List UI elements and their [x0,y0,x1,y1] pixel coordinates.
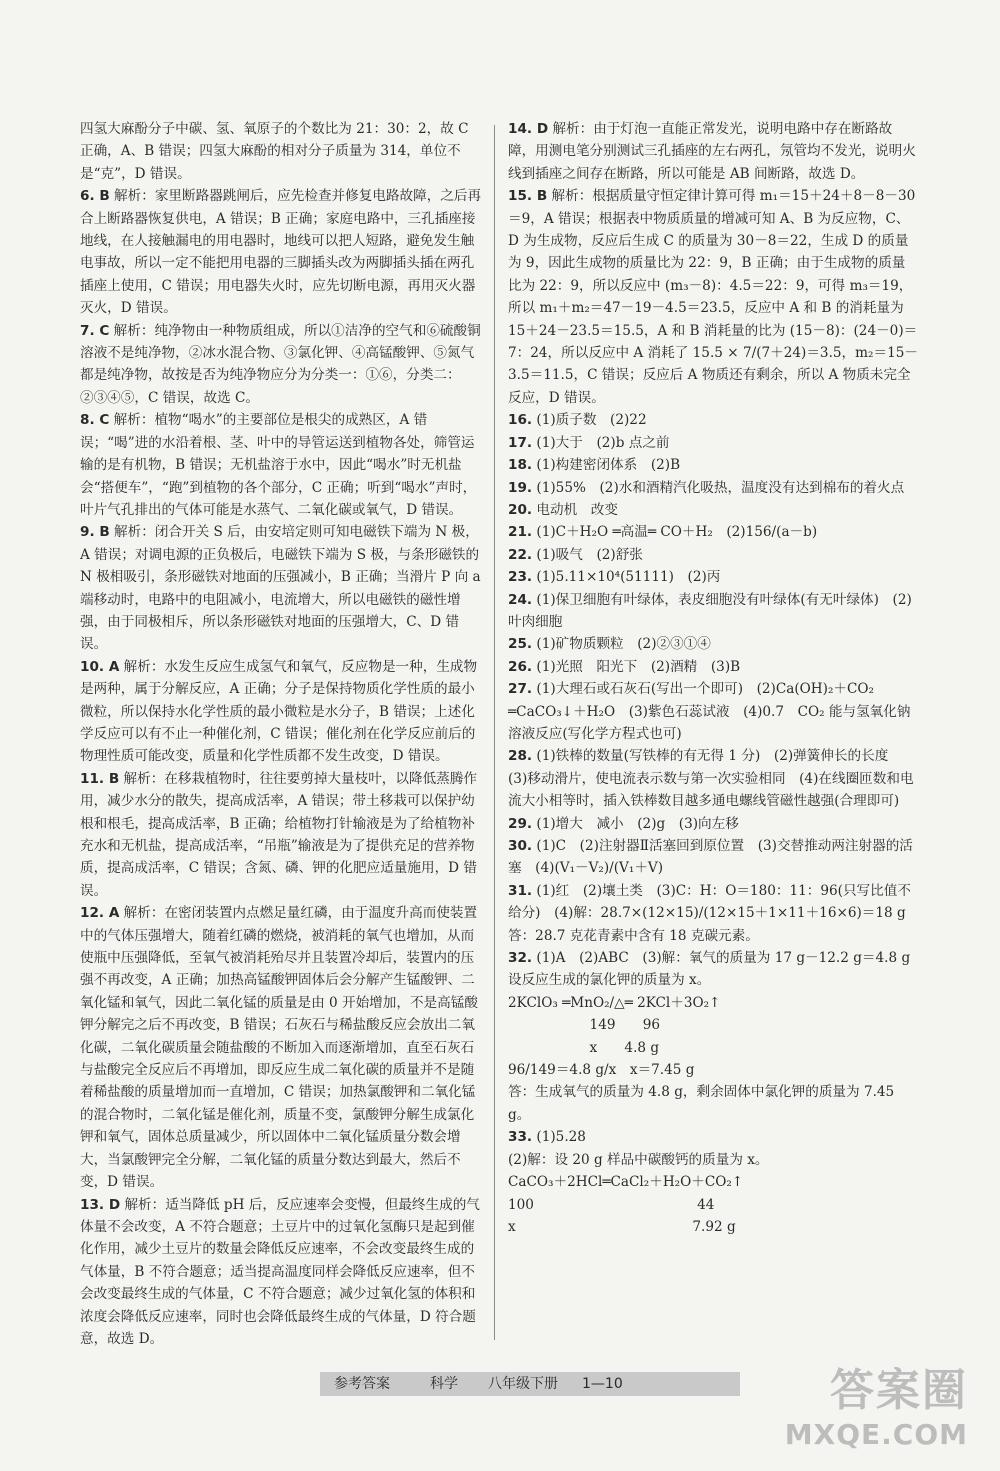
answer-item [80,185,485,319]
right-column [508,118,918,1238]
answer-item [508,409,918,431]
answer-text: 解析：在移栽植物时，往往要剪掉大量枝叶，以降低蒸腾作用，减少水分的散失，提高成活率，A 错误；带土移栽可以保护幼根和根毛，提高成活率，B 正确；给植物打针输液是为了给植物补充水和无机盐，提高成活率，“吊瓶”输液是为了提供充足的营养物质，提高成活率，C 错误；含氮、磷、钾的化肥应适量施用，D 错误。 [80,770,477,899]
question-number: 8. C [80,412,110,429]
answer-item [508,745,918,812]
answer-text: (1)构建密闭体系 (2)B [536,457,681,474]
answer-item [508,432,918,454]
question-number: 7. C [80,322,110,339]
question-number: 25. [508,636,533,653]
question-number: 13. D [80,1196,121,1213]
answer-item [508,1126,918,1238]
answer-text: 解析：水发生反应生成氢气和氧气，反应物是一种，生成物是两种，属于分解反应，A 正确；分子是保持物质化学性质的最小微粒，所以保持水化学性质的最小微粒是水分子，B 错误；上述化学反应可以有不止一种催化剂，C 错误；催化剂在化学反应前后的物理性质可能改变，质量和化学性质都不发生改变，D 错误。 [80,658,478,765]
answer-text: (1)C＋H₂O ═高温═ CO＋H₂ (2)156/(a－b) [536,524,818,541]
answer-text: 解析：适当降低 pH 后，反应速率会变慢，但最终生成的气体量不会改变，A 不符合题意；土豆片中的过氧化氢酶只是起到催化作用，减少土豆片的数量会降低反应速率，不会改变最终生成的气体量，B 不符合题意；适当提高温度同样会降低反应速率，但不会改变最终生成的气体量，C 不符合题意；减少过氧化氢的体积和浓度会降低反应速率，同时也会降低最终生成的气体量，D 符合题意，故选 D。 [80,1196,480,1347]
answer-text: (1)红 (2)壤土类 (3)C：H：O＝180：11：96(只写比值不给分) (4)解：28.7×(12×15)/(12×15＋1×11＋16×6)＝18 g 答：28.7 克花青素中含有 18 克碳元素。 [508,882,911,944]
question-number: 20. [508,501,533,518]
footer-subject: 科学 [430,1376,458,1392]
answer-item [508,947,918,1126]
answer-item [508,835,918,880]
question-number: 17. [508,434,533,451]
question-number: 26. [508,658,533,675]
answer-item [80,656,485,768]
question-number: 28. [508,748,533,765]
answer-text: (1)保卫细胞有叶绿体，表皮细胞没有叶绿体(有无叶绿体) (2)叶肉细胞 [508,591,912,630]
answer-text: (1)光照 阳光下 (2)酒精 (3)B [536,658,741,675]
answer-item [508,656,918,678]
answer-text: 解析：闭合开关 S 后，由安培定则可知电磁铁下端为 N 极，A 错误；对调电源的正负极后，电磁铁下端为 S 极，与条形磁铁的 N 极相吸引，条形磁铁对地面的压强减小，B 正确；当滑片 P 向 a 端移动时，电路中的电阻减小，电流增大，所以电磁铁的磁性增强，由于同极相斥，所以条形磁铁对地面的压强增大，C、D 错误。 [80,524,485,653]
answer-text: (1)矿物质颗粒 (2)②③①④ [536,636,711,653]
question-number: 9. B [80,524,110,541]
answer-item [80,902,485,1193]
answer-text: (1)质子数 (2)22 [536,412,647,429]
watermark-logo [785,1354,968,1451]
answer-item [508,813,918,835]
answer-item [80,320,485,410]
answer-item [80,409,485,521]
question-number: 30. [508,838,533,854]
question-number: 18. [508,457,533,474]
question-number: 15. B [508,188,548,205]
answer-item [508,880,918,947]
answer-text: (1)A (2)ABC (3)解：氧气的质量为 17 g－12.2 g＝4.8 g 设反应生成的氯化钾的质量为 x。 2KClO₃ ═MnO₂/△═ 2KCl＋3O₂↑ 149 96 x 4.8 g 96/149＝4.8 g/x x＝7.45 g 答：生成氧气的质量为 4.8 g，剩余固体中氯化钾的质量为 7.45 g。 [508,950,911,1123]
answer-text: 解析：根据质量守恒定律计算可得 m₁＝15＋24＋8－8－30＝9，A 错误；根据表中物质质量的增减可知 A、B 为反应物，C、D 为生成物，反应后生成 C 的质量为 30－8＝22，生成 D 的质量为 9，因此生成物的质量比为 22：9，B 正确；由于生成物的质量比为 22：9，所以反应中 (m₃－8)：4.5＝22：9，可得 m₃＝19，所以 m₁＋m₂＝47－19－4.5＝23.5，反应中 A 和 B 的消耗量为 15＋24－23.5＝15.5，A 和 B 消耗量的比为 (15－8)：(24－0)＝7：24，所以反应中 A 消耗了 15.5 × 7/(7＋24)＝3.5，m₂＝15－3.5＝11.5，C 错误；反应后 A 物质还有剩余，所以 A 物质未完全反应，D 错误。 [508,188,918,406]
answer-item [508,521,918,543]
footer-page-number: 1—10 [582,1376,623,1392]
question-number: 16. [508,412,533,429]
question-number: 27. [508,681,533,698]
question-number: 19. [508,479,533,496]
answer-item [508,118,918,185]
answer-text: (1)5.28 (2)解：设 20 g 样品中碳酸钙的质量为 x。 CaCO₃＋2HCl═CaCl₂＋H₂O＋CO₂↑ 100 44 x 7.92 g [508,1129,769,1235]
page-footer [320,1372,740,1396]
answer-text: (1)大理石或石灰石(写出一个即可) (2)Ca(OH)₂＋CO₂ ═CaCO₃↓＋H₂O (3)紫色石蕊试液 (4)0.7 CO₂ 能与氢氧化钠溶液反应(写化学方程式也可) [508,681,911,742]
question-number: 6. B [80,188,110,205]
question-number: 31. [508,882,533,899]
answer-text: 解析：纯净物由一种物质组成，所以①洁净的空气和⑥硫酸铜溶液不是纯净物，②冰水混合物、③氯化钾、④高锰酸钾、⑤氮气都是纯净物，故按是否为纯净物应分为分类一：①⑥，分类二：②③④⑤，C 错误，故选 C。 [80,322,481,406]
answer-text: 电动机 改变 [536,501,618,518]
question-number: 21. [508,524,533,541]
question-number: 29. [508,815,533,832]
answer-text: (1)C (2)注射器Ⅱ活塞回到原位置 (3)交替推动两注射器的活塞 (4)(V₁－V₂)/(V₁＋V) [508,838,913,877]
answer-text: 解析：在密闭装置内点燃足量红磷，由于温度升高而使装置中的气体压强增大，随着红磷的燃烧，被消耗的氧气也增加，从而使瓶中压强降低，至氧气被消耗殆尽并且装置冷却后，装置内的压强不再改变，A 正确；加热高锰酸钾固体后会分解产生锰酸钾、二氧化锰和氧气，因此二氧化锰的质量是由 0 开始增加，不是高锰酸钾分解完之后不再改变，B 错误；石灰石与稀盐酸反应会放出二氧化碳，二氧化碳质量会随盐酸的不断加入而逐渐增加，直至石灰石与盐酸完全反应后不再增加，即反应生成二氧化碳的质量并不是随着稀盐酸的质量增加而一直增加，C 错误；加热氯酸钾和二氧化锰的混合物时，二氧化锰是催化剂，质量不变，氯酸钾分解生成氯化钾和氧气，固体总质量减少，所以固体中二氧化锰质量分数会增大，当氯酸钾完全分解，二氧化锰的质量分数达到最大，然后不变，D 错误。 [80,905,478,1191]
answer-text: (1)铁棒的数量(写铁棒的有无得 1 分) (2)弹簧伸长的长度 (3)移动滑片，使电流表示数与第一次实验相同 (4)在线圈匝数和电流大小相等时，插入铁棒数目越多通电螺线管磁性越强(合理即可) [508,748,914,810]
answer-item [508,633,918,655]
answer-item [508,544,918,566]
answer-text: (1)5.11×10⁴(51111) (2)丙 [536,569,721,586]
answer-item [508,589,918,634]
answer-text: (1)大于 (2)b 点之前 [536,434,670,451]
answer-item [508,678,918,745]
question-number: 14. D [508,121,549,137]
footer-label: 参考答案 [334,1376,390,1392]
answer-text: 解析：植物“喝水”的主要部位是根尖的成熟区，A 错误；“喝”进的水沿着根、茎、叶中的导管运送到植物各处，筛管运输的是有机物，B 错误；无机盐溶于水中，因此“喝水”时无机盐会“搭便车”，“跑”到植物的各个部分，C 正确；听到“喝水”声时，叶片气孔排出的气体可能是水蒸气、二氧化碳或氧气，D 错误。 [80,412,477,518]
answer-text: 解析：家里断路器跳闸后，应先检查并修复电路故障，之后再合上断路器恢复供电，A 错误；B 正确；家庭电路中，三孔插座接地线，在人接触漏电的用电器时，地线可以把人短路，避免发生触电事故，所以一定不能把用电器的三脚插头改为两脚插头插在两孔插座上使用，C 错误；用电器失火时，应先切断电源，再用灭火器灭火，D 错误。 [80,188,482,317]
question-number: 24. [508,591,533,608]
left-column [80,118,485,1350]
column-divider [494,125,495,1340]
answer-text: (1)增大 减小 (2)g (3)向左移 [536,815,739,832]
question-number: 22. [508,546,533,563]
answer-text: (1)吸气 (2)舒张 [536,546,643,563]
answer-item [508,454,918,476]
answer-text: 四氢大麻酚分子中碳、氢、氧原子的个数比为 21：30：2，故 C 正确，A、B 错误；四氢大麻酚的相对分子质量为 314，单位不是“克”，D 错误。 [80,121,473,182]
answer-item [80,768,485,902]
question-number: 23. [508,569,533,586]
answer-item [508,477,918,499]
answer-text: (1)55% (2)水和酒精汽化吸热，温度没有达到棉布的着火点 [536,479,905,496]
answer-item [80,118,485,185]
answer-item [508,499,918,521]
answer-item [508,566,918,588]
answer-item [80,521,485,655]
watermark-text: 答案圈 [830,1365,968,1416]
question-number: 10. A [80,658,120,675]
answer-item [80,1194,485,1351]
question-number: 33. [508,1129,533,1146]
question-number: 12. A [80,905,120,922]
watermark-url: MXQE.COM [784,1418,968,1451]
footer-grade: 八年级下册 [488,1376,558,1392]
question-number: 11. B [80,770,120,787]
question-number: 32. [508,950,533,967]
answer-text: 解析：由于灯泡一直能正常发光，说明电路中存在断路故障，用测电笔分别测试三孔插座的左右两孔，氖管均不发光，说明火线到插座之间存在断路，所以可能是 AB 间断路，故选 D。 [508,121,916,182]
answer-item [508,185,918,409]
